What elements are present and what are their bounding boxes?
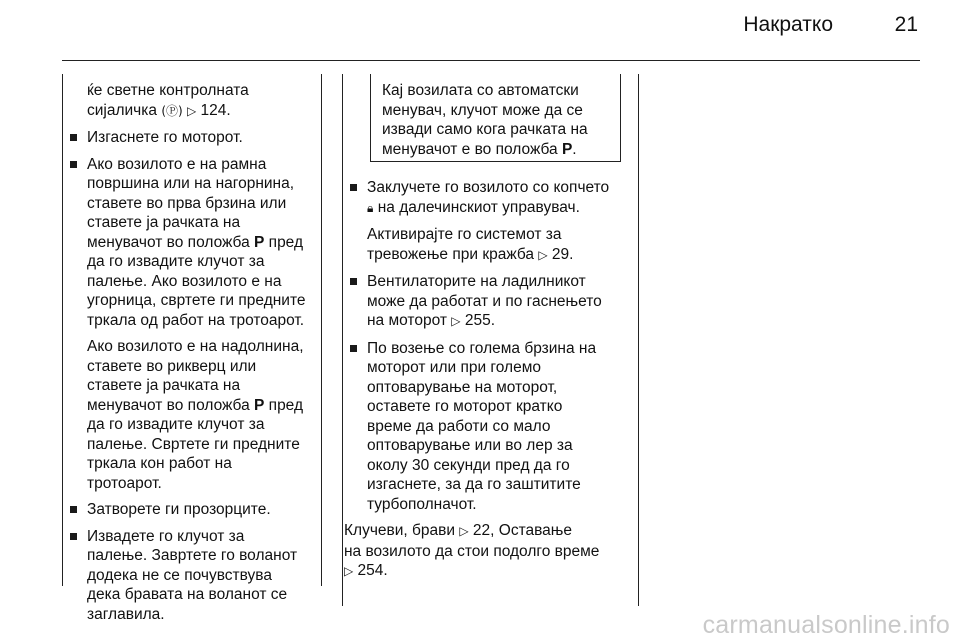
watermark: carmanualsonline.info: [702, 611, 950, 639]
page-reference-arrow-icon: ▷: [538, 247, 548, 262]
remote-lock-button-icon: 🔒︎: [367, 200, 374, 215]
page-reference-arrow-icon: ▷: [187, 103, 197, 118]
column-rule-right: [342, 74, 343, 606]
column-rule-middle: [321, 74, 322, 586]
list-item: Ако возилото е на рамна површина или на нагорнина, ставете во прва брзина или ставете ја рачката на менувачот во положба P пред да го извадите клучот за палење. Ако возилото е на угорница, свртете ги предните тркала од работ на тротоарот.: [68, 155, 320, 331]
list-item: Заклучете го возилото со копчето 🔒︎ на далечинскиот управувач.: [348, 178, 634, 218]
paragraph: Ако возилото е на надолнина, ставете во рикверц или ставете ја рачката на менувачот во положба P пред да го извадите клучот за палење. Свртете ги предните тркала кон работ на тротоарот.: [87, 338, 304, 492]
page-title: Накратко: [743, 13, 833, 36]
page-reference-arrow-icon: ▷: [451, 314, 461, 328]
list-item: Изгаснете го моторот.: [68, 128, 320, 148]
paragraph: Активирајте го системот за тревожење при кражба ▷ 29.: [367, 226, 574, 263]
column-left: [68, 81, 320, 631]
cross-reference: Клучеви, брави ▷ 22, Оставање на возилото да стои подолго време ▷ 254.: [344, 522, 600, 579]
header-rule: [62, 60, 920, 61]
column-rule-left: [62, 74, 63, 586]
column-right: [344, 178, 634, 582]
parking-warning-lamp-icon: (Ⓟ): [161, 103, 183, 118]
page-reference-arrow-icon: ▷: [459, 524, 469, 538]
page-number: 21: [894, 13, 918, 36]
column-rule-far-right: [638, 74, 639, 606]
list-item: По возење со голема брзина на моторот или при големо оптоварување на моторот, оставете го моторот кратко време да работи со мало оптоварување или во лер за околу 30 секунди пред да го изгаснете, за да го заштитите турбополначот.: [348, 339, 634, 515]
list-item: Затворете ги прозорците.: [68, 500, 320, 520]
continuation-paragraph: ќе светне контролната сијаличка (Ⓟ) ▷ 124.: [87, 82, 249, 119]
list-item: Извадете го клучот за палење. Завртете го воланот додека не се почувствува дека бравата на воланот се заглавила.: [68, 527, 320, 625]
note-box: Кај возилата со автоматски менувач, клучот може да се извади само кога рачката на менувачот е во положба P.: [370, 74, 621, 162]
page-reference-arrow-icon: ▷: [344, 564, 354, 578]
list-item: Вентилаторите на ладилникот може да работат и по гаснењето на моторот ▷ 255.: [348, 272, 634, 332]
